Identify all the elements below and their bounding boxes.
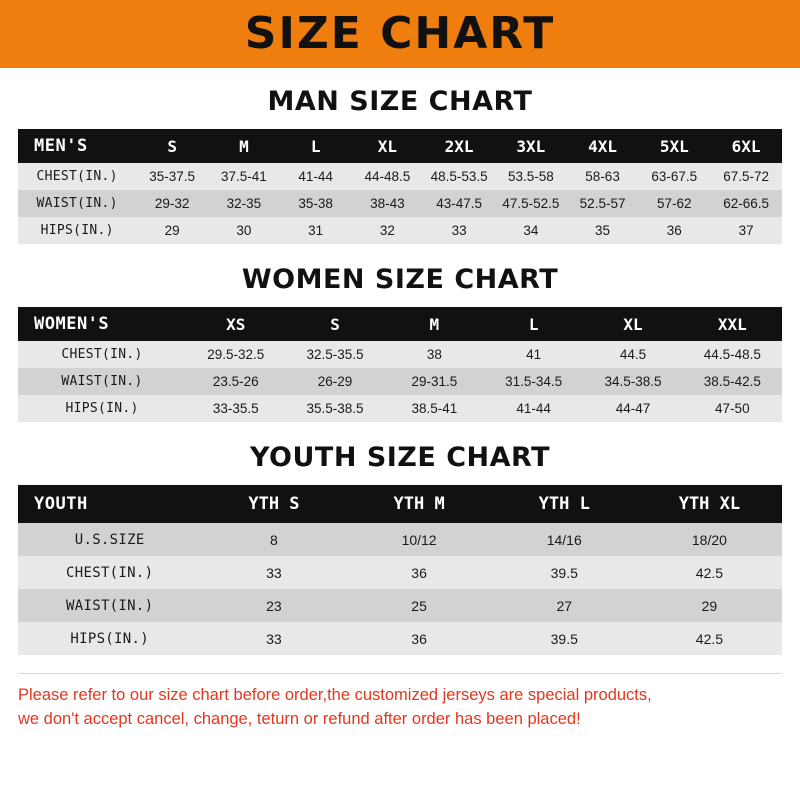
table-row	[18, 341, 782, 368]
row-label: CHEST(IN.)	[36, 169, 118, 184]
cell: 34.5-38.5	[604, 374, 662, 389]
cell: 27	[556, 597, 573, 614]
row-label: WAIST(IN.)	[36, 196, 118, 211]
cell: 63-67.5	[651, 169, 698, 184]
table-row	[18, 395, 782, 422]
man-header-cell: XL	[377, 136, 397, 156]
cell: 34	[523, 223, 539, 238]
cell: 23.5-26	[212, 374, 259, 389]
cell: 31	[308, 223, 324, 238]
row-label: HIPS(IN.)	[40, 223, 114, 238]
women-header-cell: XL	[623, 314, 643, 334]
cell: 10/12	[401, 531, 437, 548]
women-table-header-row	[18, 307, 782, 341]
women-header-cell: S	[330, 314, 340, 334]
man-table-header-row	[18, 129, 782, 163]
cell: 41	[526, 347, 542, 362]
cell: 44-47	[615, 401, 651, 416]
table-row	[18, 368, 782, 395]
table-row	[18, 589, 782, 622]
row-label: CHEST(IN.)	[61, 347, 143, 362]
youth-section-title: YOUTH SIZE CHART	[249, 442, 551, 473]
man-section-title: MAN SIZE CHART	[267, 86, 533, 117]
women-section-title: WOMEN SIZE CHART	[241, 264, 559, 295]
man-header-cell: S	[167, 136, 177, 156]
women-header-cell: XS	[226, 314, 246, 334]
cell: 18/20	[691, 531, 727, 548]
cell: 32	[379, 223, 395, 238]
row-label: WAIST(IN.)	[66, 597, 154, 614]
cell: 39.5	[550, 564, 578, 581]
cell: 42.5	[695, 564, 724, 581]
cell: 47.5-52.5	[502, 196, 560, 211]
cell: 41-44	[516, 401, 551, 416]
cell: 26-29	[317, 374, 353, 389]
man-header-cell: 5XL	[659, 136, 689, 156]
cell: 33	[266, 564, 282, 581]
youth-table-header-row	[18, 485, 782, 523]
women-header-cell: WOMEN'S	[34, 314, 110, 334]
cell: 35.5-38.5	[306, 401, 364, 416]
table-row	[18, 163, 782, 190]
cell: 38-43	[370, 196, 405, 211]
cell: 32.5-35.5	[306, 347, 364, 362]
youth-header-cell: YTH S	[248, 494, 300, 514]
man-size-table	[18, 129, 782, 244]
page-title: SIZE CHART	[244, 8, 556, 59]
cell: 35-37.5	[149, 169, 196, 184]
youth-size-table	[18, 485, 782, 655]
content-area	[0, 86, 800, 732]
cell: 44.5-48.5	[703, 347, 761, 362]
cell: 47-50	[715, 401, 750, 416]
cell: 37.5-41	[221, 169, 267, 184]
man-header-cell: 4XL	[588, 136, 618, 156]
cell: 38.5-41	[411, 401, 458, 416]
cell: 38.5-42.5	[703, 374, 761, 389]
cell: 8	[270, 531, 278, 548]
table-row	[18, 556, 782, 589]
youth-header-cell: YOUTH	[34, 494, 88, 514]
cell: 48.5-53.5	[430, 169, 488, 184]
cell: 33	[266, 630, 282, 647]
youth-header-cell: YTH XL	[678, 494, 741, 514]
youth-header-cell: YTH L	[538, 494, 590, 514]
row-label: CHEST(IN.)	[66, 564, 154, 581]
cell: 37	[738, 223, 754, 238]
women-header-cell: M	[429, 314, 440, 334]
man-header-cell: 3XL	[516, 136, 546, 156]
table-row	[18, 190, 782, 217]
cell: 29-31.5	[411, 374, 458, 389]
table-row	[18, 217, 782, 244]
cell: 29.5-32.5	[207, 347, 265, 362]
man-header-cell: MEN'S	[34, 136, 88, 156]
cell: 35-38	[298, 196, 333, 211]
women-header-cell: XXL	[717, 314, 747, 334]
cell: 32-35	[226, 196, 262, 211]
cell: 52.5-57	[579, 196, 626, 211]
women-header-cell: L	[528, 314, 539, 334]
cell: 33-35.5	[212, 401, 259, 416]
cell: 39.5	[550, 630, 578, 647]
header-banner	[0, 0, 800, 68]
cell: 31.5-34.5	[505, 374, 563, 389]
cell: 30	[236, 223, 252, 238]
cell: 36	[411, 630, 427, 647]
cell: 35	[595, 223, 611, 238]
cell: 29	[164, 223, 180, 238]
cell: 43-47.5	[436, 196, 482, 211]
cell: 36	[666, 223, 682, 238]
man-header-cell: M	[239, 136, 249, 156]
table-row	[18, 622, 782, 655]
youth-header-cell: YTH M	[393, 494, 445, 514]
table-row	[18, 523, 782, 556]
notice-line-1: Please refer to our size chart before order,the customized jerseys are special products,	[18, 686, 652, 704]
notice-line-2: we don't accept cancel, change, teturn or refund after order has been placed!	[18, 709, 581, 728]
row-label: WAIST(IN.)	[61, 374, 143, 389]
cell: 44-48.5	[364, 169, 411, 184]
man-header-cell: 2XL	[444, 136, 474, 156]
cell: 44.5	[619, 347, 647, 362]
cell: 29	[701, 597, 718, 614]
row-label: U.S.SIZE	[74, 531, 145, 548]
cell: 14/16	[546, 531, 582, 548]
cell: 42.5	[695, 630, 724, 647]
cell: 41-44	[298, 169, 333, 184]
order-policy-notice	[18, 673, 782, 732]
cell: 38	[426, 347, 442, 362]
cell: 23	[266, 597, 282, 614]
cell: 58-63	[585, 169, 620, 184]
row-label: HIPS(IN.)	[65, 401, 139, 416]
cell: 29-32	[154, 196, 190, 211]
cell: 57-62	[657, 196, 692, 211]
women-size-table	[18, 307, 782, 422]
cell: 62-66.5	[723, 196, 769, 211]
cell: 36	[411, 564, 427, 581]
cell: 53.5-58	[507, 169, 554, 184]
cell: 67.5-72	[723, 169, 769, 184]
man-header-cell: 6XL	[731, 136, 761, 156]
man-header-cell: L	[310, 136, 321, 156]
cell: 33	[451, 223, 467, 238]
row-label: HIPS(IN.)	[70, 630, 149, 647]
cell: 25	[411, 597, 427, 614]
